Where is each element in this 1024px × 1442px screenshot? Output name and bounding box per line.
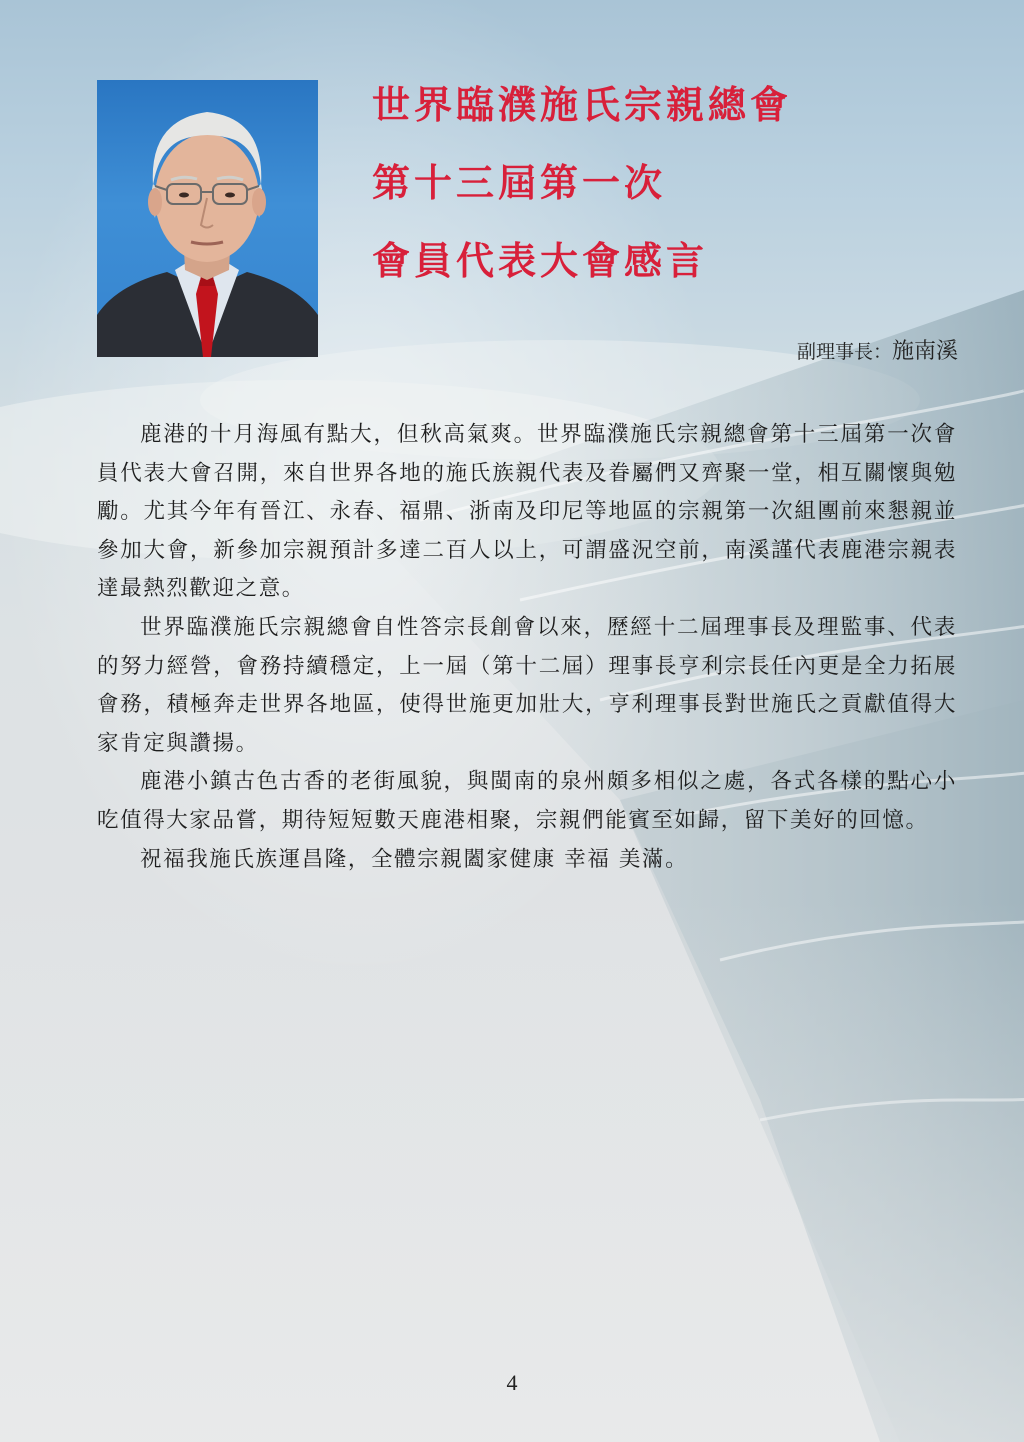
paragraph-2: 世界臨濮施氏宗親總會自性答宗長創會以來，歷經十二屆理事長及理監事、代表的努力經營，會務持續穩定，上一屆（第十二屆）理事長亨利宗長任內更是全力拓展會務，積極奔走世界各地區，使得世施更加壯大，亨利理事長對世施氏之貢獻值得大家肯定與讚揚。 <box>97 614 957 756</box>
author-role: 副理事長： <box>796 341 892 363</box>
paragraph-3: 鹿港小鎮古色古香的老街風貌，與閩南的泉州頗多相似之處，各式各樣的點心小吃值得大家品嘗，期待短短數天鹿港相聚，宗親們能賓至如歸，留下美好的回憶。 <box>97 769 957 833</box>
page-number: 4 <box>506 1370 518 1395</box>
paragraph-1: 鹿港的十月海風有點大，但秋高氣爽。世界臨濮施氏宗親總會第十三屆第一次會員代表大會召開，來自世界各地的施氏族親代表及眷屬們又齊聚一堂，相互關懷與勉勵。尤其今年有晉江、永春、福鼎、浙南及印尼等地區的宗親第一次組團前來懇親並參加大會，新參加宗親預計多達二百人以上，可謂盛況空前，南溪謹代表鹿港宗親表達最熱烈歡迎之意。 <box>97 422 957 602</box>
portrait-illustration <box>97 80 318 357</box>
title-line-2: 第十三屆第一次 <box>372 160 667 205</box>
portrait-photo <box>97 80 318 357</box>
paragraph-4: 祝福我施氏族運昌隆，全體宗親闔家健康 幸福 美滿。 <box>140 846 689 872</box>
article-body <box>97 416 957 879</box>
author-byline <box>797 334 958 365</box>
title-line-3: 會員代表大會感言 <box>372 238 709 283</box>
title-line-1: 世界臨濮施氏宗親總會 <box>372 82 793 127</box>
author-name: 施南溪 <box>891 339 958 364</box>
